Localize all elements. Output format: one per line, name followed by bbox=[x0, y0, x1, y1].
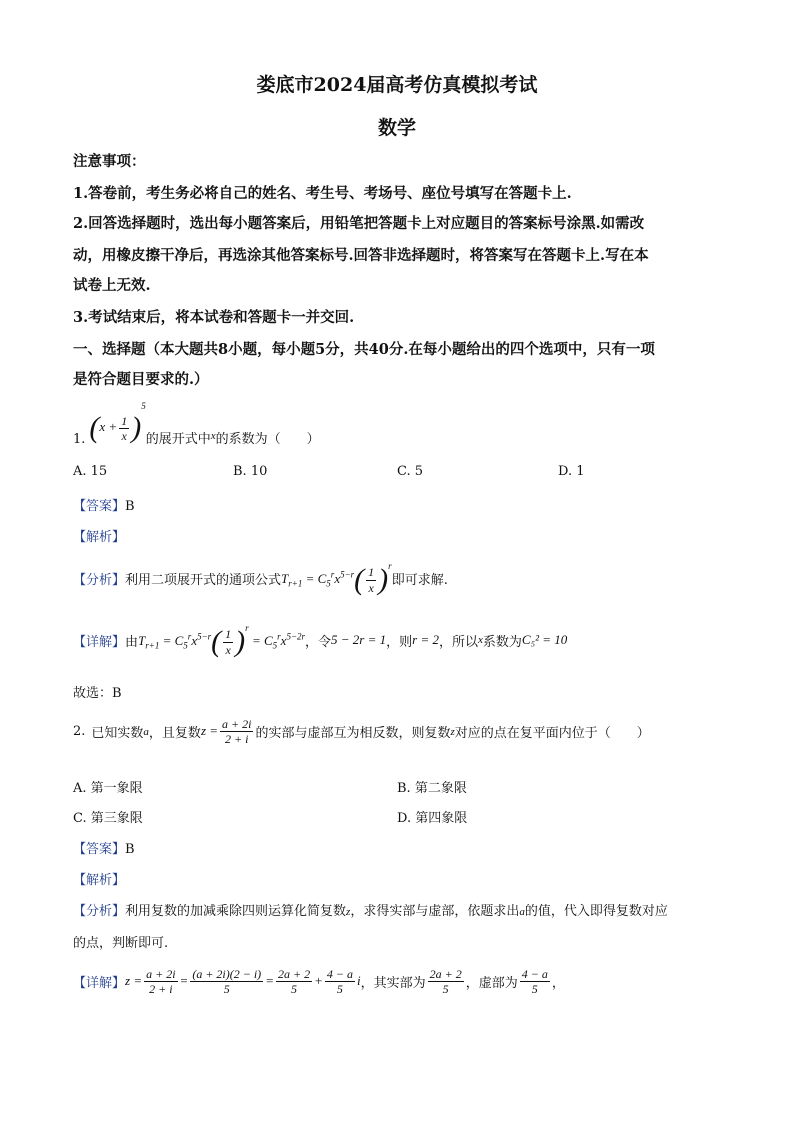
notice-item-3: 3.考试结束后，将本试卷和答题卡一并交回. bbox=[73, 309, 355, 326]
q2-fenxi-1b: ，求得实部与虚部，依题求出 bbox=[350, 904, 520, 919]
q2-option-c: C. 第三象限 bbox=[73, 811, 143, 826]
q1-detail-mid4: 系数为 bbox=[482, 634, 522, 650]
q1-option-d: D. 1 bbox=[558, 464, 585, 479]
q2-fenxi-z: z bbox=[346, 906, 351, 918]
q2-detail bbox=[73, 967, 565, 997]
question-1-number: 1. bbox=[73, 432, 86, 447]
q2-detail-formula: z = $\frac{a + 2i}{2 + i}$ = $\frac{(a + 2i)(2 - i)}{5}$ = $\frac{2a + 2}{5}$ + $\frac{4 - a}{5}$ i bbox=[125, 967, 361, 997]
q2-stem-a: a bbox=[143, 725, 149, 738]
q1-fenxi-text: 利用二项展开式的通项公式 bbox=[125, 572, 282, 588]
q1-detail-value: C₅² = 10 bbox=[521, 632, 568, 647]
question-2-stem bbox=[73, 717, 650, 747]
q1-fenxi bbox=[73, 561, 448, 595]
q2-analysis-tag: 【解析】 bbox=[73, 873, 126, 888]
question-2-number: 2. bbox=[73, 724, 86, 740]
q1-fenxi-end: 即可求解. bbox=[391, 572, 448, 588]
q1-detail-mid3: ，所以 bbox=[439, 634, 479, 650]
q2-detail-mid1: ，其实部为 bbox=[360, 976, 426, 992]
q1-stem-end: 的系数为（ ） bbox=[215, 432, 320, 447]
q2-fenxi-1a: 利用复数的加减乘除四则运算化简复数 bbox=[125, 904, 347, 919]
q2-fenxi-tag: 【分析】 bbox=[73, 904, 126, 919]
q2-fenxi-line-2: 的点，判断即可. bbox=[73, 936, 169, 951]
q2-detail-mid2: ，虚部为 bbox=[465, 976, 518, 992]
notice-item-2-line-1: 2.回答选择题时，选出每小题答案后，用铅笔把答题卡上对应题目的答案标号涂黑.如需改 bbox=[73, 215, 645, 232]
q2-option-a: A. 第一象限 bbox=[73, 781, 143, 796]
question-1-stem bbox=[73, 398, 320, 447]
q1-detail-tag: 【详解】 bbox=[73, 634, 126, 650]
notice-heading: 注意事项： bbox=[73, 153, 146, 170]
q1-detail-formula: $T_{r+1} = C_5^rx^{5-r}$( $\frac{1}{x}$ )$^r = C_5^rx^{5-2r}$ bbox=[138, 623, 306, 659]
q2-imag-part: $\frac{4 - a}{5}$ bbox=[521, 967, 548, 997]
q2-fenxi-a: a bbox=[519, 906, 525, 918]
q2-fenxi-1c: 的值，代入即得复数对应 bbox=[524, 904, 668, 919]
q2-detail-end: ， bbox=[551, 976, 565, 992]
q2-stem-3: 的实部与虚部互为相反数，则复数 bbox=[255, 726, 451, 742]
q1-stem-text: 的展开式中 bbox=[145, 432, 211, 447]
q2-option-b: B. 第二象限 bbox=[397, 781, 467, 796]
q1-detail-mid2: ，则 bbox=[386, 634, 413, 650]
q1-detail bbox=[73, 623, 567, 657]
q2-stem-4: 对应的点在复平面内位于（ ） bbox=[454, 726, 650, 742]
q1-detail-eq2: r = 2 bbox=[412, 632, 439, 647]
q1-detail-mid1: ，令 bbox=[305, 634, 332, 650]
q2-answer bbox=[73, 838, 135, 857]
q2-real-part: $\frac{2a + 2}{5}$ bbox=[429, 967, 462, 997]
q1-answer-tag: 【答案】 bbox=[73, 499, 126, 514]
q1-general-term-formula: $T_{r+1} = C_5^rx^{5-r}$( $\frac{1}{x}$ )$^r$ bbox=[281, 561, 392, 597]
q1-option-c: C. 5 bbox=[397, 464, 424, 479]
q1-analysis-tag: 【解析】 bbox=[73, 530, 126, 545]
q1-option-a: A. 15 bbox=[73, 464, 108, 479]
q1-fenxi-tag: 【分析】 bbox=[73, 572, 126, 588]
q1-detail-text: 由 bbox=[125, 634, 139, 650]
q1-detail-var: x bbox=[478, 634, 483, 646]
notice-item-1: 1.答卷前，考生务必将自己的姓名、考生号、考场号、座位号填写在答题卡上. bbox=[73, 185, 572, 202]
notice-item-2-line-2: 动，用橡皮擦干净后，再选涂其他答案标号.回答非选择题时，将答案写在答题卡上.写在本 bbox=[73, 247, 649, 264]
exam-title: 娄底市2024届高考仿真模拟考试 bbox=[256, 74, 538, 96]
q2-answer-value: B bbox=[125, 842, 135, 857]
q2-fenxi-line-1 bbox=[73, 900, 668, 919]
q2-answer-tag: 【答案】 bbox=[73, 842, 126, 857]
q1-detail-eq1: 5 − 2r = 1 bbox=[331, 632, 387, 647]
q2-stem-z: z bbox=[450, 725, 455, 738]
section-heading-line-1: 一、选择题（本大题共8小题，每小题5分，共40分.在每小题给出的四个选项中，只有一项 bbox=[73, 341, 655, 358]
q2-option-d: D. 第四象限 bbox=[397, 811, 468, 826]
q1-stem-var: x bbox=[210, 429, 216, 442]
section-heading-line-2: 是符合题目要求的.） bbox=[73, 371, 209, 388]
notice-item-2-line-3: 试卷上无效. bbox=[73, 277, 151, 294]
q1-binomial-formula: (x + $\frac{1}{x}$ )$^5$ bbox=[89, 401, 146, 445]
q2-z-formula: z = $\frac{a + 2i}{2 + i}$ bbox=[200, 717, 252, 747]
q2-stem-2: ，且复数 bbox=[148, 726, 201, 742]
q1-conclusion: 故选：B bbox=[73, 686, 122, 701]
subject-title: 数学 bbox=[377, 117, 416, 139]
q1-option-b: B. 10 bbox=[233, 464, 268, 479]
q2-stem-1: 已知实数 bbox=[91, 726, 144, 742]
q2-detail-tag: 【详解】 bbox=[73, 976, 126, 992]
q1-answer bbox=[73, 495, 135, 514]
q1-answer-value: B bbox=[125, 499, 135, 514]
